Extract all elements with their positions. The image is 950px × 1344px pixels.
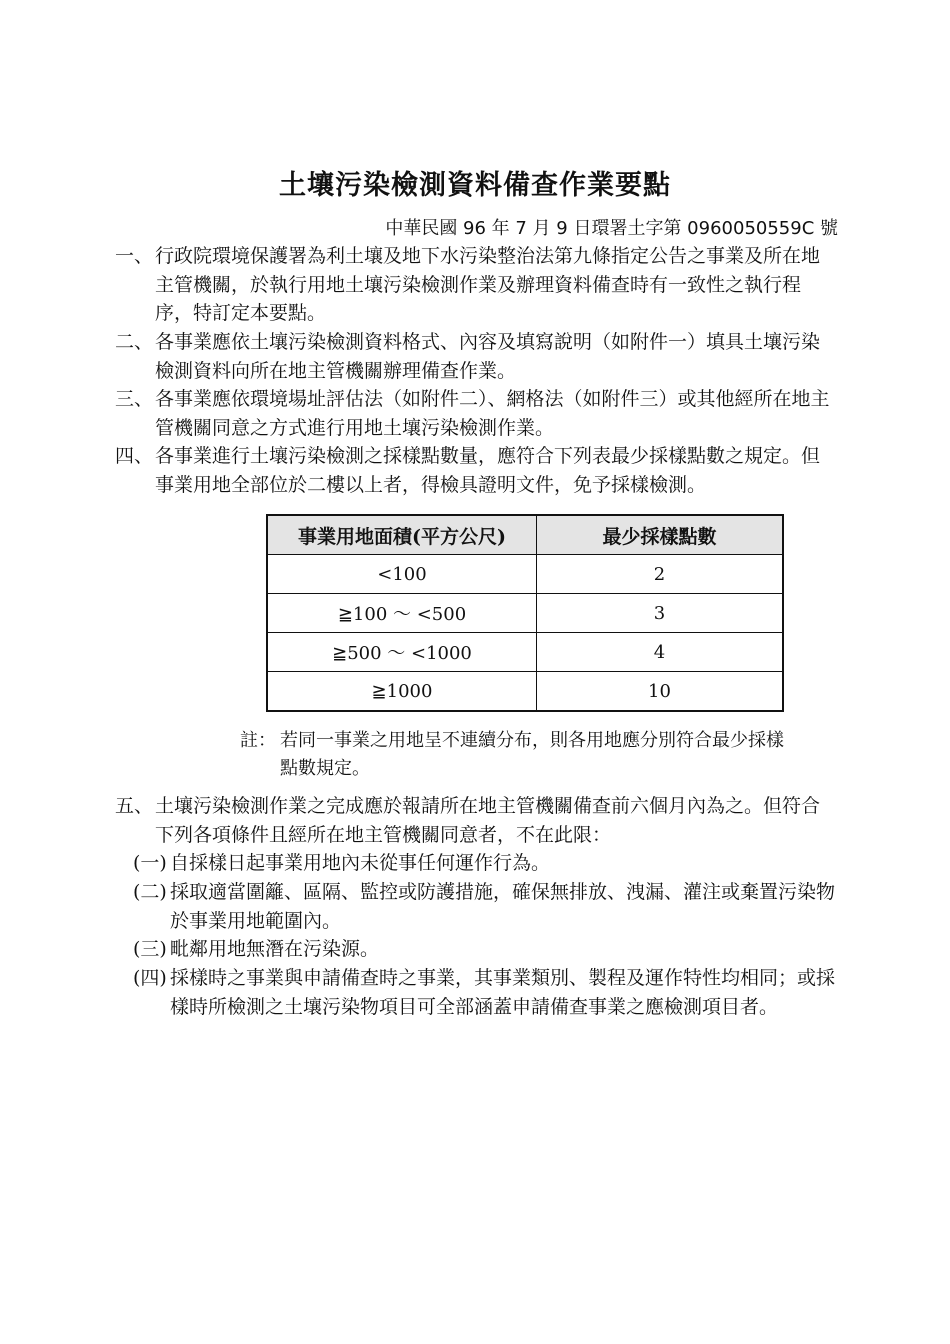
condition-text: 採取適當圍籬、區隔、監控或防護措施，確保無排放、洩漏、灌注或棄置污染物於事業用地範圍內。 [170,881,836,932]
section-4 [115,442,835,499]
section-number: 四、 [115,445,154,467]
section-3 [115,385,835,442]
condition-number: (二) [133,881,167,903]
cell-area: ≧100 ～ <500 [267,594,537,633]
condition-4 [133,964,853,1021]
condition-text: 採樣時之事業與申請備查時之事業，其事業類別、製程及運作特性均相同；或採樣時所檢測之土壤污染物項目可全部涵蓋申請備查事業之應檢測項目者。 [170,967,836,1018]
section-text: 各事業應依土壤污染檢測資料格式、內容及填寫說明（如附件一）填具土壤污染檢測資料向所在地主管機關辦理備查作業。 [155,331,821,382]
cell-points: 4 [537,633,784,672]
condition-1 [133,849,853,878]
section-2 [115,328,835,385]
section-text: 土壤污染檢測作業之完成應於報請所在地主管機關備查前六個月內為之。但符合下列各項條件且經所在地主管機關同意者，不在此限： [155,795,821,846]
condition-2 [133,878,853,935]
section-1 [115,242,835,328]
section-5 [115,792,835,849]
section-number: 五、 [115,795,154,817]
document-title: 土壤污染檢測資料備查作業要點 [279,170,671,201]
section-number: 二、 [115,331,154,353]
table-row [267,594,783,633]
section-number: 一、 [115,245,154,267]
note-text: 若同一事業之用地呈不連續分布，則各用地應分別符合最少採樣點數規定。 [280,730,784,779]
cell-area: <100 [267,555,537,594]
cell-area: ≧1000 [267,672,537,712]
condition-number: (一) [133,852,167,874]
table-note [240,727,800,783]
table-row [267,633,783,672]
note-label: 註： [240,730,276,751]
cell-points: 2 [537,555,784,594]
condition-number: (三) [133,938,167,960]
decree-reference: 中華民國 96 年 7 月 9 日環署土字第 0960050559C 號 [385,218,838,239]
header-area: 事業用地面積(平方公尺) [267,515,537,555]
header-points: 最少採樣點數 [537,515,784,555]
table-row [267,555,783,594]
section-number: 三、 [115,388,154,410]
condition-text: 毗鄰用地無潛在污染源。 [170,938,380,960]
section-text: 行政院環境保護署為利土壤及地下水污染整治法第九條指定公告之事業及所在地主管機關，於執行用地土壤污染檢測作業及辦理資料備查時有一致性之執行程序，特訂定本要點。 [155,245,821,324]
condition-3 [133,935,853,964]
condition-number: (四) [133,967,167,989]
cell-area: ≧500 ～ <1000 [267,633,537,672]
sampling-points-table [266,514,784,712]
cell-points: 10 [537,672,784,712]
table-header-row [267,515,783,555]
table-row [267,672,783,712]
cell-points: 3 [537,594,784,633]
section-text: 各事業進行土壤污染檢測之採樣點數量，應符合下列表最少採樣點數之規定。但事業用地全部位於二樓以上者，得檢具證明文件，免予採樣檢測。 [155,445,821,496]
section-text: 各事業應依環境場址評估法（如附件二）、網格法（如附件三）或其他經所在地主管機關同意之方式進行用地土壤污染檢測作業。 [155,388,830,439]
condition-text: 自採樣日起事業用地內未從事任何運作行為。 [170,852,551,874]
